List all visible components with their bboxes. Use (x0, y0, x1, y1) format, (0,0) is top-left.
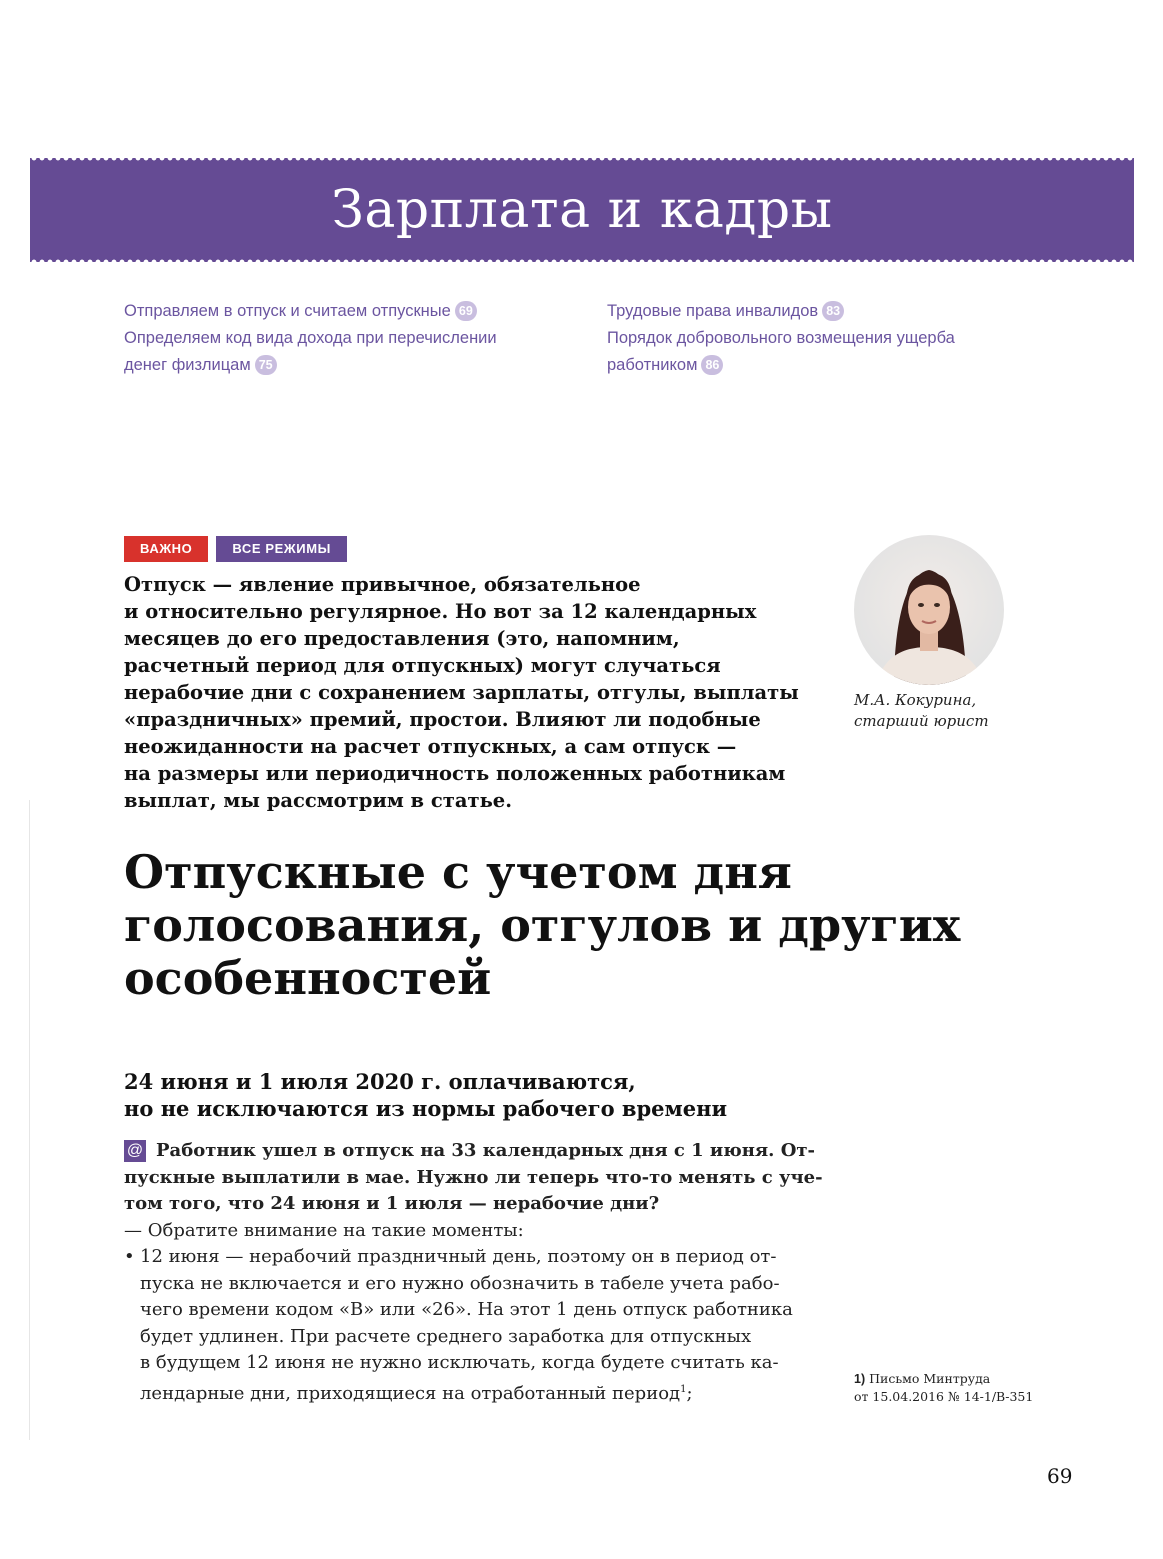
page-badge: 69 (455, 301, 477, 321)
author-name: М.А. Кокурина, (854, 691, 977, 709)
lead-paragraph: Отпуск — явление привычное, обязательное и относительно регулярное. Но вот за 12 календарных месяцев до его предоставления (это, напомним, расчетный период для отпускных) могут случаться нерабочие дни с сохранением зарплаты, отгулы, выплаты «праздничных» премий, простои. Влияют ли подобные неожиданности на расчет отпускных, а сам отпуск — на размеры или периодичность положенных работникам выплат, мы рассмотрим в статье. (124, 573, 799, 812)
author-caption (854, 690, 989, 732)
article-body (124, 1138, 823, 1407)
toc-left (124, 298, 544, 379)
page-number: 69 (1047, 1464, 1073, 1488)
page-badge: 75 (255, 355, 277, 375)
at-icon: @ (124, 1140, 146, 1162)
answer-intro: — Обратите внимание на такие моменты: (124, 1219, 524, 1241)
toc-item[interactable]: денег физлицам 75 (124, 352, 544, 379)
bullet-item: • 12 июня — нерабочий праздничный день, поэтому он в период от- пуска не включается и его нужно обозначить в табеле учета рабо- чего времени кодом «В» или «26». На этот 1 день отпуск работника будет удлинен. При расчете среднего заработка для отпускных в будущем 12 июня не нужно исключать, когда будете считать ка- лендарные дни, приходящиеся на отработанный период$^1$; (124, 1246, 793, 1404)
page-badge: 86 (701, 355, 723, 375)
page-badge: 83 (822, 301, 844, 321)
author-photo (854, 535, 1004, 685)
toc-item[interactable]: Трудовые права инвалидов 83 (607, 298, 1007, 325)
section-banner (30, 158, 1134, 262)
toc-right (607, 298, 1007, 379)
bullet-icon: • (124, 1246, 135, 1267)
tag-row (124, 536, 347, 562)
question-line: @ Работник ушел в отпуск на 33 календарных дня с 1 июня. От- (124, 1138, 814, 1165)
all-modes-tag: ВСЕ РЕЖИМЫ (216, 536, 347, 562)
footnote-number: 1) (854, 1372, 866, 1386)
question-line: пускные выплатили в мае. Нужно ли теперь что-то менять с уче- (124, 1166, 823, 1188)
margin-rule (29, 800, 30, 1440)
question-line: том того, что 24 июня и 1 июля — нерабочие дни? (124, 1193, 660, 1214)
article-subheading: 24 июня и 1 июля 2020 г. оплачиваются, но не исключаются из нормы рабочего времени (124, 1069, 728, 1121)
toc-item[interactable]: Порядок добровольного возмещения ущерба (607, 329, 955, 347)
author-role: старший юрист (854, 712, 989, 730)
toc-item[interactable]: Отправляем в отпуск и считаем отпускные 69 (124, 298, 544, 325)
footnote: 1) Письмо Минтруда от 15.04.2016 № 14-1/В-351 (854, 1371, 1034, 1404)
footnote-ref[interactable]: 1 (680, 1383, 687, 1395)
article-headline: Отпускные с учетом дня голосования, отгулов и других особенностей (124, 845, 961, 1005)
toc-item[interactable]: работником 86 (607, 352, 1007, 379)
toc-item[interactable]: Определяем код вида дохода при перечислении (124, 329, 497, 347)
author-portrait-icon (854, 535, 1004, 685)
section-title: Зарплата и кадры (331, 180, 833, 240)
important-tag: ВАЖНО (124, 536, 208, 562)
